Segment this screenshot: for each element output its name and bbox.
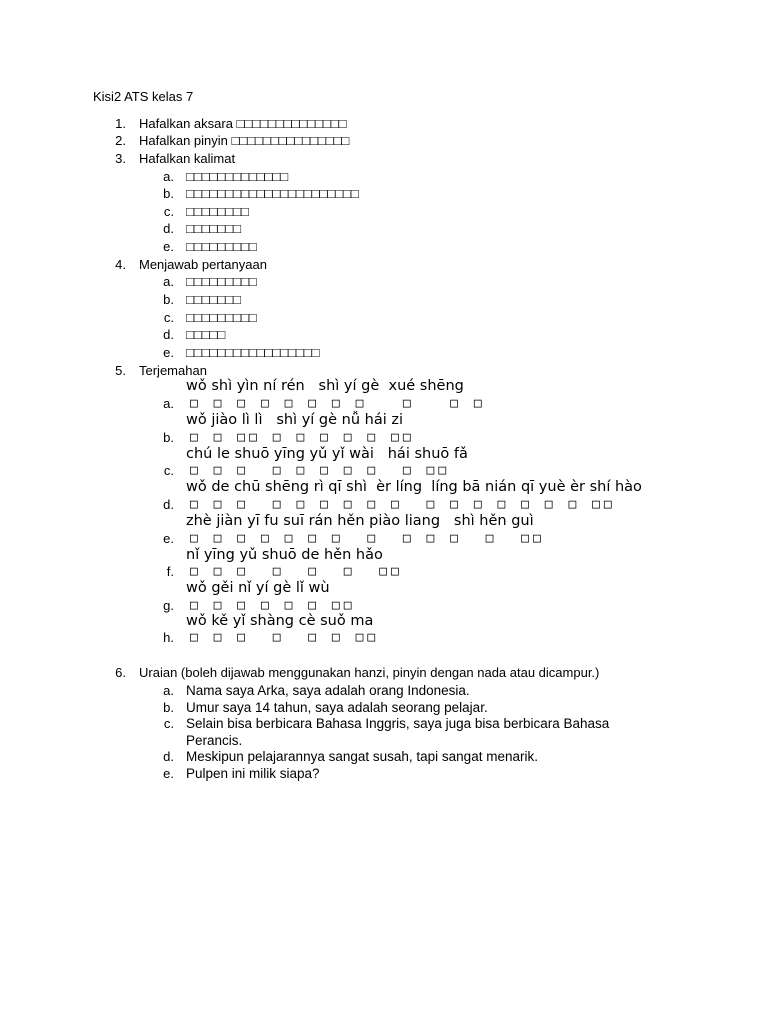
document-title: Kisi2 ATS kelas 7	[93, 89, 194, 104]
hanzi-line: □ □ □ □ □ □ □ □ □ □ □ □ □□	[190, 531, 545, 546]
sublist-letter: a.	[163, 169, 174, 184]
list-item-text: Menjawab pertanyaan	[139, 257, 267, 272]
list-number: 1.	[115, 116, 126, 131]
pinyin-line: wǒ shì yìn ní rén shì yí gè xué shēng	[186, 378, 464, 394]
hanzi-line: □ □ □ □ □ □ □ □ □ □□	[190, 463, 451, 478]
pinyin-line: zhè jiàn yī fu suī rán hěn piào liang shì hěn guì	[186, 513, 534, 529]
pinyin-line: wǒ kě yǐ shàng cè suǒ ma	[186, 613, 374, 629]
hanzi-line: □ □ □□ □ □ □ □ □ □□	[190, 430, 415, 445]
list-number: 4.	[115, 257, 126, 272]
sublist-text: □□□□□□□□□□□□□□□□□□□□□□	[186, 186, 359, 201]
sublist-letter: a.	[163, 396, 174, 411]
sublist-letter: e.	[163, 766, 174, 781]
sublist-text: Nama saya Arka, saya adalah orang Indonesia.	[186, 683, 470, 698]
sublist-text-continuation: Perancis.	[186, 733, 243, 748]
sublist-text: □□□□□	[186, 327, 226, 342]
sublist-letter: d.	[163, 497, 174, 512]
sublist-letter: c.	[163, 716, 174, 731]
pinyin-line: chú le shuō yīng yǔ yǐ wài hái shuō fǎ	[186, 446, 468, 462]
sublist-letter: e.	[163, 239, 174, 254]
sublist-letter: c.	[163, 463, 174, 478]
sublist-text: □□□□□□□	[186, 292, 241, 307]
list-number: 3.	[115, 151, 126, 166]
sublist-text: Pulpen ini milik siapa?	[186, 766, 320, 781]
sublist-text: □□□□□□□□	[186, 204, 249, 219]
sublist-text: Meskipun pelajarannya sangat susah, tapi sangat menarik.	[186, 749, 538, 764]
sublist-letter: a.	[163, 683, 174, 698]
hanzi-line: □ □ □ □ □ □ □□	[190, 564, 403, 579]
hanzi-line: □ □ □ □ □ □ □□	[190, 630, 380, 645]
sublist-text: Selain bisa berbicara Bahasa Inggris, saya juga bisa berbicara Bahasa	[186, 716, 610, 731]
pinyin-line: nǐ yīng yǔ shuō de hěn hǎo	[186, 547, 383, 563]
sublist-text: □□□□□□□□□	[186, 310, 257, 325]
sublist-letter: a.	[163, 274, 174, 289]
sublist-text: □□□□□□□□□□□□□□□□□	[186, 345, 320, 360]
sublist-letter: b.	[163, 430, 174, 445]
sublist-letter: h.	[163, 630, 174, 645]
sublist-letter: d.	[163, 221, 174, 236]
hanzi-line: □ □ □ □ □ □ □□	[190, 598, 356, 613]
hanzi-line: □ □ □ □ □ □ □ □ □ □ □	[190, 396, 486, 411]
sublist-letter: b.	[163, 292, 174, 307]
list-number: 5.	[115, 363, 126, 378]
sublist-text: □□□□□□□	[186, 221, 241, 236]
list-item-text: Uraian (boleh dijawab menggunakan hanzi, pinyin dengan nada atau dicampur.)	[139, 665, 600, 680]
sublist-letter: e.	[163, 531, 174, 546]
sublist-letter: b.	[163, 186, 174, 201]
sublist-text: □□□□□□□□□	[186, 274, 257, 289]
sublist-letter: f.	[166, 564, 174, 579]
pinyin-line: wǒ jiào lì lì shì yí gè nǚ hái zi	[186, 412, 403, 428]
list-item-text: Hafalkan pinyin □□□□□□□□□□□□□□□	[139, 133, 350, 148]
sublist-letter: d.	[163, 327, 174, 342]
list-number: 6.	[115, 665, 126, 680]
sublist-letter: e.	[163, 345, 174, 360]
pinyin-line: wǒ gěi nǐ yí gè lǐ wù	[186, 580, 330, 596]
sublist-letter: b.	[163, 700, 174, 715]
pinyin-line: wǒ de chū shēng rì qī shì èr líng líng bā nián qī yuè èr shí hào	[186, 479, 642, 495]
sublist-letter: c.	[163, 204, 174, 219]
sublist-letter: g.	[163, 598, 174, 613]
list-item-text: Hafalkan kalimat	[139, 151, 236, 166]
sublist-letter: d.	[163, 749, 174, 764]
sublist-text: Umur saya 14 tahun, saya adalah seorang pelajar.	[186, 700, 488, 715]
sublist-text: □□□□□□□□□□□□□	[186, 169, 289, 184]
hanzi-line: □ □ □ □ □ □ □ □ □ □ □ □ □ □ □ □ □□	[190, 497, 616, 512]
list-number: 2.	[115, 133, 126, 148]
list-item-text: Terjemahan	[139, 363, 207, 378]
sublist-letter: c.	[163, 310, 174, 325]
list-item-text: Hafalkan aksara □□□□□□□□□□□□□□	[139, 116, 347, 131]
sublist-text: □□□□□□□□□	[186, 239, 257, 254]
